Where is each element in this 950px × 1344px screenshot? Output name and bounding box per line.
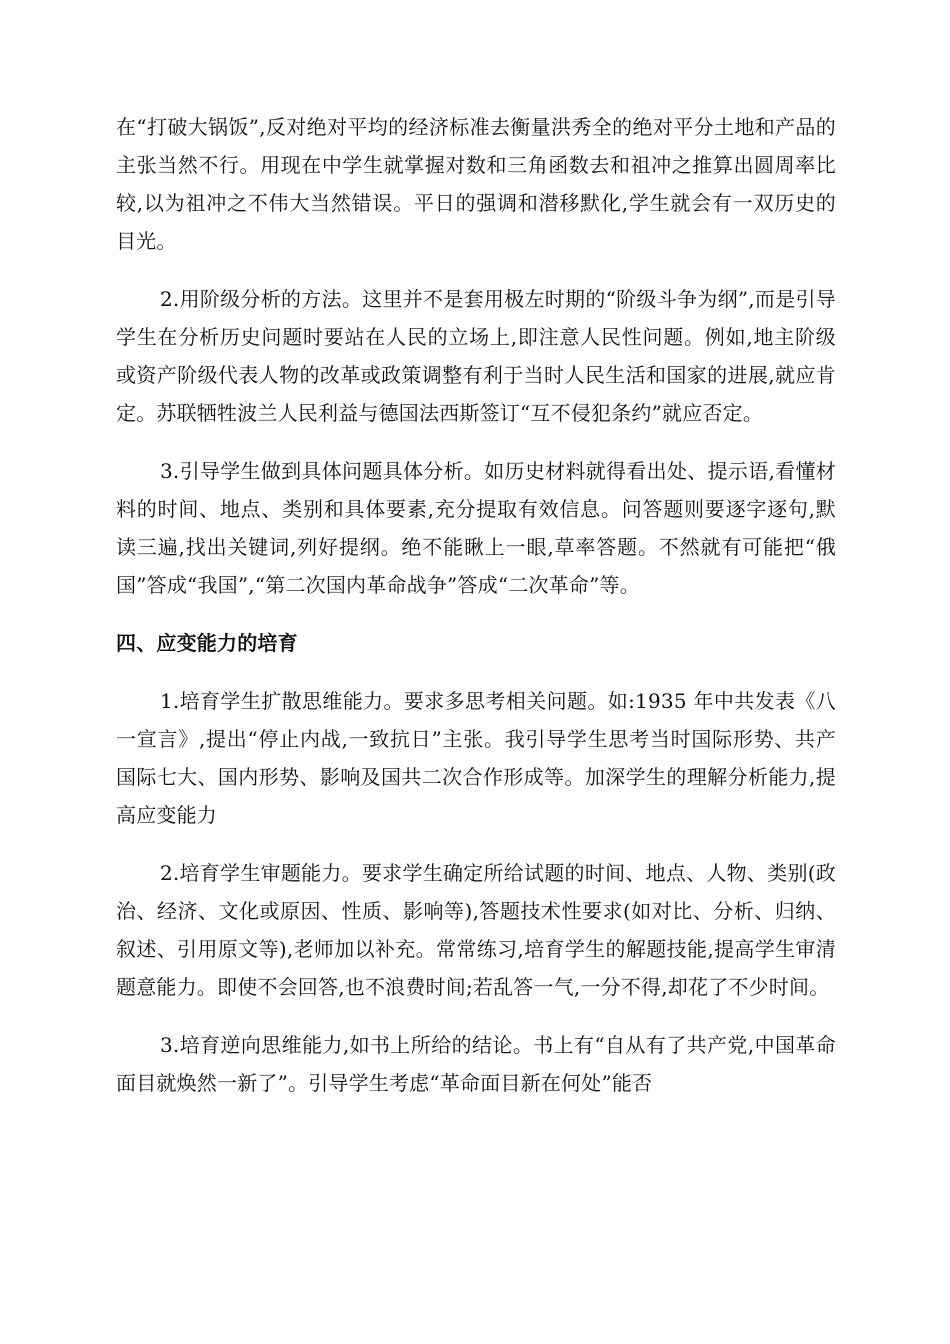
- paragraph-continued: 在“打破大锅饭”,反对绝对平均的经济标准去衡量洪秀全的绝对平分土地和产品的主张当然不行。用现在中学生就掌握对数和三角函数去和祖冲之推算出圆周率比较,以为祖冲之不伟大当然错误。平日的强调和潜移默化,学生就会有一双历史的目光。: [116, 115, 836, 253]
- section-heading: 四、应变能力的培育: [116, 631, 298, 655]
- paragraph-question-review: 2.培育学生审题能力。要求学生确定所给试题的时间、地点、人物、类别(政治、经济、文化或原因、性质、影响等),答题技术性要求(如对比、分析、归纳、叙述、引用原文等),老师加以补充。常常练习,培育学生的解题技能,提高学生审清题意能力。即使不会回答,也不浪费时间;若乱答一气,一分不得,却花了不少时间。: [116, 861, 836, 999]
- paragraph-divergent-thinking: 1.培育学生扩散思维能力。要求多思考相关问题。如:1935 年中共发表《八一宣言》,提出“停止内战,一致抗日”主张。我引导学生思考当时国际形势、共产国际七大、国内形势、影响及国共二次合作形成等。加深学生的理解分析能力,提高应变能力: [116, 689, 836, 827]
- paragraph-reverse-thinking: 3.培育逆向思维能力,如书上所给的结论。书上有“自从有了共产党,中国革命面目就焕然一新了”。引导学生考虑“革命面目新在何处”能否: [116, 1033, 836, 1095]
- document-body: [116, 108, 836, 1122]
- paragraph-class-analysis: 2.用阶级分析的方法。这里并不是套用极左时期的“阶级斗争为纲”,而是引导学生在分析历史问题时要站在人民的立场上,即注意人民性问题。例如,地主阶级或资产阶级代表人物的改革或政策调整有利于当时人民生活和国家的进展,就应肯定。苏联牺牲波兰人民利益与德国法西斯签订“互不侵犯条约”就应否定。: [116, 287, 836, 425]
- paragraph-concrete-analysis: 3.引导学生做到具体问题具体分析。如历史材料就得看出处、提示语,看懂材料的时间、地点、类别和具体要素,充分提取有效信息。问答题则要逐字逐句,默读三遍,找出关键词,列好提纲。绝不能瞅上一眼,草率答题。不然就有可能把“俄国”答成“我国”,“第二次国内革命战争”答成“二次革命”等。: [116, 459, 836, 597]
